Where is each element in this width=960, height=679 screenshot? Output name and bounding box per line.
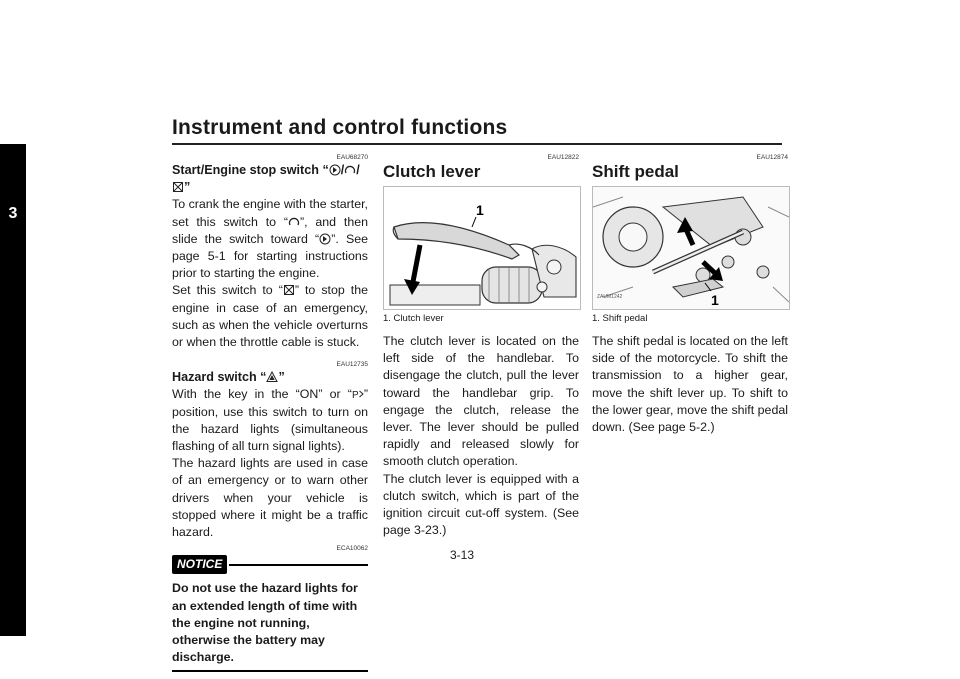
start-instructions: To crank the engine with the starter, set this switch to “ ”, and then slide the switch toward “ ”. See page 5-1 for starting instructions prior to starting the engine. bbox=[172, 197, 369, 281]
run-icon bbox=[344, 164, 356, 176]
run-icon bbox=[288, 216, 300, 228]
shift-pedal-description: The shift pedal is located on the left side of the motorcycle. To shift the transmission to a higher gear, move the shift lever up. To shift to the lower gear, move the shift pedal down. (See page 5-2.) bbox=[592, 334, 788, 435]
clutch-lever-heading: Clutch lever bbox=[383, 162, 481, 181]
figure-code: ZAUM1242 bbox=[597, 293, 623, 300]
column-clutch-lever bbox=[383, 150, 579, 539]
section-code: EAU68270 bbox=[336, 154, 368, 161]
section-code: EAU12735 bbox=[336, 361, 368, 369]
start-icon bbox=[319, 233, 331, 245]
engine-stop-icon bbox=[172, 181, 184, 193]
notice-bar bbox=[172, 555, 368, 574]
chapter-number: 3 bbox=[8, 205, 18, 222]
section-code: EAU12822 bbox=[547, 154, 579, 161]
notice-rule bbox=[229, 564, 368, 566]
section-code: ECA10062 bbox=[336, 545, 368, 553]
clutch-lever-illustration bbox=[384, 187, 580, 309]
stop-instructions: Set this switch to “ ” to stop the engine in case of an emergency, such as when the vehicle overturns or when the throttle cable is stuck. bbox=[172, 283, 368, 350]
hazard-icon bbox=[266, 371, 278, 383]
shift-pedal-illustration bbox=[593, 187, 789, 309]
svg-text:P: P bbox=[351, 390, 359, 401]
engine-stop-icon bbox=[283, 284, 295, 296]
hazard-usage: The hazard lights are used in case of an emergency or to warn other drivers when your vehicle is stopped where it might be a traffic hazard. bbox=[172, 456, 368, 540]
column-shift-pedal bbox=[592, 150, 788, 436]
clutch-description: The clutch lever is located on the left side of the handlebar. To disengage the clutch, pull the lever toward the handlebar grip. To engage the clutch, release the lever. The lever should be pulled rapidly and released slowly for smooth clutch operation. bbox=[383, 334, 579, 469]
hazard-switch-heading: Hazard switch “ ” bbox=[172, 370, 285, 385]
clutch-lever-figure bbox=[383, 186, 581, 310]
figure-caption: 1. Clutch lever bbox=[383, 313, 444, 324]
start-icon bbox=[329, 164, 341, 176]
notice-badge: NOTICE bbox=[172, 555, 227, 574]
header-title: Instrument and control functions bbox=[172, 116, 508, 139]
figure-caption: 1. Shift pedal bbox=[592, 313, 648, 324]
clutch-switch-note: The clutch lever is equipped with a clutch switch, which is part of the ignition circuit cut-off system. (See page 3-23.) bbox=[383, 471, 579, 538]
hazard-instructions: With the key in the “ON” or “ P ” position, use this switch to turn on the hazard lights (simultaneous flashing of all turn signal lights). bbox=[172, 387, 368, 454]
clutch-callout-number: 1 bbox=[476, 202, 484, 218]
parking-icon bbox=[352, 388, 364, 400]
page-number: 3-13 bbox=[450, 548, 475, 562]
shift-pedal-figure bbox=[592, 186, 790, 310]
shift-pedal-heading: Shift pedal bbox=[592, 162, 679, 181]
header-rule bbox=[172, 143, 782, 145]
shift-callout-number: 1 bbox=[711, 292, 719, 308]
column-start-switch-hazard bbox=[172, 150, 368, 672]
section-code: EAU12874 bbox=[756, 154, 788, 161]
start-stop-switch-heading: Start/Engine stop switch “ / /” bbox=[172, 163, 360, 195]
notice-text: Do not use the hazard lights for an extended length of time with the engine not running, otherwise the battery may discharge. bbox=[172, 580, 368, 672]
